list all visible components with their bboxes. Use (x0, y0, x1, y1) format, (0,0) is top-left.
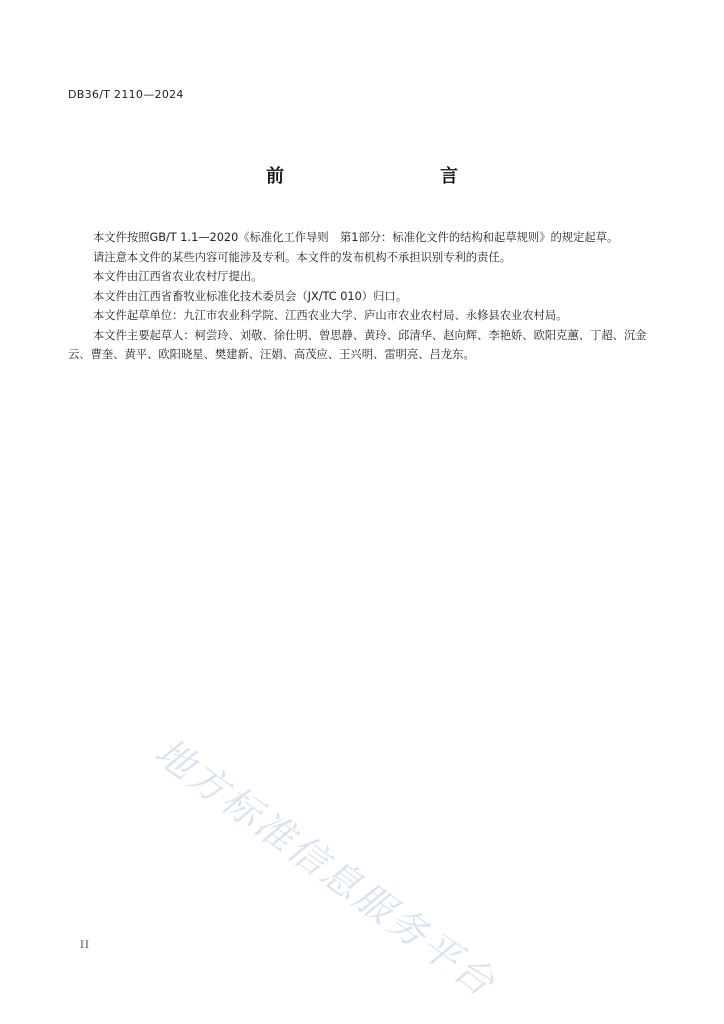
paragraph-drafting-units: 本文件起草单位：九江市农业科学院、江西农业大学、庐山市农业农村局、永修县农业农村局。 (93, 309, 568, 322)
section-title: 前 言 (266, 166, 498, 187)
paragraph-main-drafters: 本文件主要起草人：柯尝玲、刘敬、徐仕明、曾思静、黄玲、邱清华、赵向辉、李艳娇、欧阳克蕙、丁超、沉金云、曹奎、黄平、欧阳晓星、樊建新、汪娟、高茂应、王兴明、雷明亮、吕龙东。 (68, 328, 647, 361)
paragraph-proposer: 本文件由江西省农业农村厅提出。 (93, 270, 263, 283)
page-number: II (80, 940, 90, 951)
paragraph-patent-notice: 请注意本文件的某些内容可能涉及专利。本文件的发布机构不承担识别专利的责任。 (93, 250, 511, 264)
watermark: 地方标准信息服务平台 (146, 729, 505, 1006)
document-code: DB36/T 2110—2024 (68, 88, 184, 101)
paragraph-responsible-committee: 本文件由江西省畜牧业标准化技术委员会（JX/TC 010）归口。 (93, 289, 407, 303)
paragraph-drafting-rules: 本文件按照GB/T 1.1—2020《标准化工作导则 第1部分：标准化文件的结构和起草规则》的规定起草。 (93, 231, 619, 244)
foreword-body (68, 228, 648, 365)
